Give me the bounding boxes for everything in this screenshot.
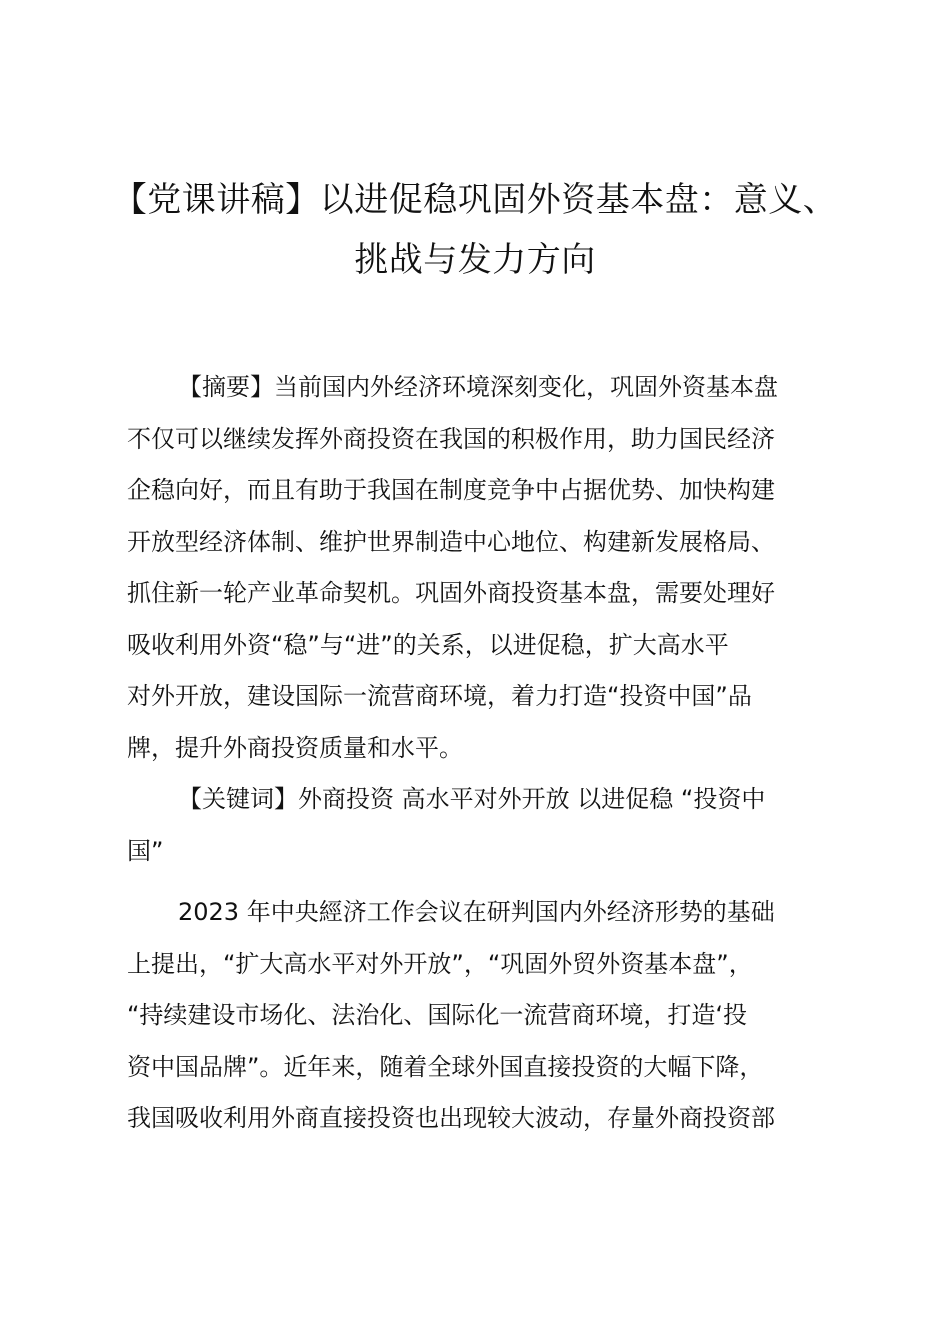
title-line: 挑战与发力方向	[354, 240, 596, 280]
abstract-line: 吸收利用外资“稳”与“进”的关系，以进促稳，扩大高水平	[127, 630, 729, 659]
abstract-paragraph	[127, 362, 837, 774]
body-line: 2023 年中央經济工作会议在研判国内外经济形势的基础	[178, 898, 775, 926]
body-line: “持续建设市场化、法治化、国际化一流营商环境，打造‘投	[127, 1001, 748, 1029]
abstract-line: 牌，提升外商投资质量和水平。	[127, 733, 463, 762]
abstract-line: 对外开放，建设国际一流营商环境，着力打造“投资中国”品	[127, 682, 752, 710]
abstract-line: 不仅可以继续发挥外商投资在我国的积极作用，助力国民经济	[127, 424, 775, 453]
abstract-line: 【摘要】当前国内外经济环境深刻变化，巩固外资基本盘	[178, 373, 778, 401]
body-line: 上提出，“扩大高水平对外开放”，“巩固外贸外资基本盘”，	[127, 949, 753, 978]
abstract-line: 开放型经济体制、维护世界制造中心地位、构建新发展格局、	[127, 527, 775, 556]
keywords-line: 国”	[127, 836, 164, 865]
body-line: 资中国品牌”。近年来，随着全球外国直接投资的大幅下降，	[127, 1052, 764, 1081]
keywords-line: 【关键词】外商投资 高水平对外开放 以进促稳 “投资中	[178, 785, 766, 813]
abstract-line: 企稳向好，而且有助于我国在制度竞争中占据优势、加快构建	[127, 476, 775, 504]
body-line: 我国吸收利用外商直接投资也出现较大波动，存量外商投资部	[127, 1104, 775, 1132]
keywords-paragraph	[127, 774, 837, 877]
abstract-line: 抓住新一轮产业革命契机。巩固外商投资基本盘，需要处理好	[127, 579, 775, 607]
body-paragraph	[127, 887, 837, 1145]
document-title	[100, 170, 850, 290]
title-line: 【党课讲稿】以进促稳巩固外资基本盘：意义、	[112, 180, 838, 220]
